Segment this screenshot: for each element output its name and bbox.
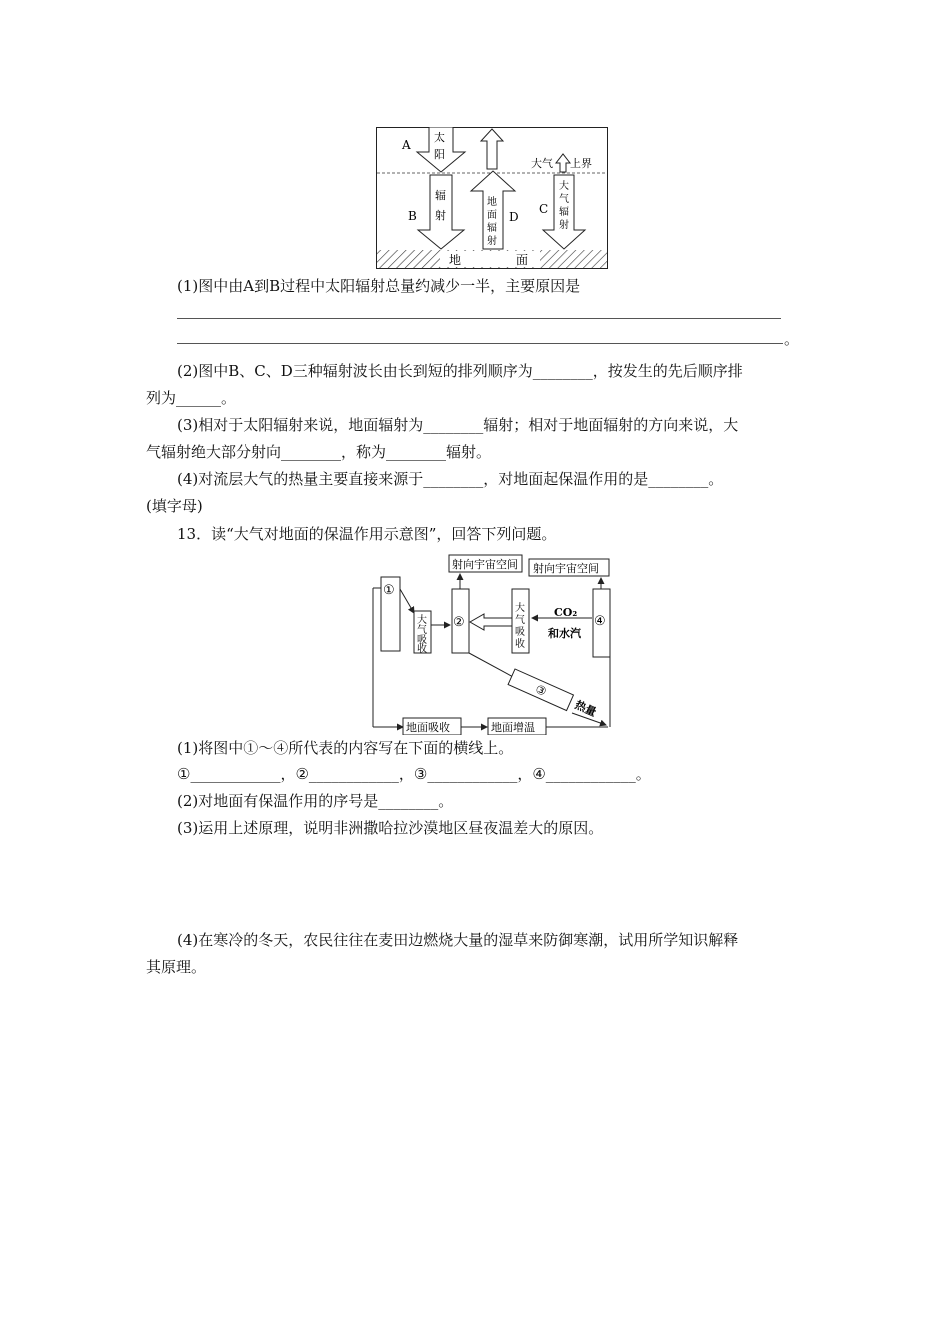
absorb-right-char-4: 收 (515, 639, 525, 650)
to-space-left-label: 射向宇宙空间 (452, 558, 518, 571)
q12-answer-line-1 (177, 318, 781, 319)
ground-label-left: 地 (449, 253, 462, 267)
q13-part1: (1)将图中①～④所代表的内容写在下面的横线上。 (177, 739, 514, 757)
sun-char-1: 太 (434, 131, 445, 144)
atmosphere-up-arrow (556, 154, 570, 172)
absorb-right-char-1: 大 (515, 603, 525, 614)
q12-part3-line2: 气辐射绝大部分射向________，称为________辐射。 (146, 443, 492, 461)
ground-absorb-label: 地面吸收 (406, 721, 450, 734)
escape-radiation-arrow (481, 129, 503, 169)
greenhouse-diagram (370, 553, 616, 735)
num-2: ② (453, 615, 465, 630)
q12-answer-line-2 (177, 343, 783, 344)
num-3: ③ (533, 681, 549, 699)
q12-part1: (1)图中由A到B过程中太阳辐射总量约减少一半，主要原因是 (177, 277, 581, 295)
q12-part3-line1: (3)相对于太阳辐射来说，地面辐射为________辐射；相对于地面辐射的方向来说，大 (177, 416, 739, 434)
num-1: ① (383, 583, 395, 598)
label-a: A (402, 138, 411, 152)
atm-rad-char-3: 辐 (559, 207, 569, 218)
q13-title: 13．读“大气对地面的保温作用示意图”，回答下列问题。 (177, 525, 557, 543)
rad-char-2: 射 (435, 209, 446, 222)
label-c: C (539, 202, 549, 216)
hollow-arrow-to-2 (470, 614, 512, 630)
water-vapor-label: 和水汽 (548, 627, 581, 640)
absorb-left-char-2: 气 (417, 625, 427, 636)
num-4: ④ (594, 614, 606, 629)
q12-part4-line1: (4)对流层大气的热量主要直接来源于________，对地面起保温作用的是________。 (177, 470, 724, 488)
upper-label-left: 大气 (531, 157, 553, 170)
ground-rad-char-2: 面 (487, 210, 497, 221)
sun-char-2: 阳 (434, 148, 445, 161)
q12-part4-line2: (填字母) (146, 497, 203, 515)
atm-rad-char-2: 气 (559, 194, 569, 205)
absorb-left-char-3: 吸 (417, 635, 427, 646)
ground-rad-char-3: 辐 (487, 223, 497, 234)
co2-label: CO₂ (554, 606, 578, 619)
q12-part1-end: 。 (784, 330, 800, 348)
atm-rad-char-1: 大 (559, 181, 569, 192)
q12-part2-line2: 列为______。 (146, 389, 237, 407)
label-d: D (509, 210, 519, 224)
heat-label: 热量 (572, 698, 599, 720)
label-b: B (408, 209, 417, 223)
atm-rad-char-4: 射 (559, 220, 569, 231)
absorb-left-char-4: 收 (417, 644, 427, 655)
absorb-right-char-3: 吸 (515, 627, 525, 638)
q13-part4-line2: 其原理。 (146, 958, 207, 976)
to-space-right-label: 射向宇宙空间 (533, 562, 599, 575)
ground-rad-char-4: 射 (487, 236, 497, 247)
absorb-left-char-1: 大 (417, 615, 427, 626)
q13-part4-line1: (4)在寒冷的冬天，农民往往在麦田边燃烧大量的湿草来防御寒潮，试用所学知识解释 (177, 931, 739, 949)
q13-part1-blanks: ①____________，②____________，③____________，④____________。 (177, 765, 651, 783)
ground-warm-label: 地面增温 (491, 721, 535, 734)
q13-part3: (3)运用上述原理，说明非洲撒哈拉沙漠地区昼夜温差大的原因。 (177, 819, 604, 837)
q13-part2: (2)对地面有保温作用的序号是________。 (177, 792, 454, 810)
q12-part2-line1: (2)图中B、C、D三种辐射波长由长到短的排列顺序为________，按发生的先后顺序排 (177, 362, 743, 380)
rad-char-1: 辐 (435, 189, 446, 202)
absorb-right-char-2: 气 (515, 615, 525, 626)
ground-label-right: 面 (516, 253, 529, 267)
ground-rad-char-1: 地 (487, 197, 497, 208)
upper-label-right: 上界 (570, 157, 592, 170)
radiation-diagram (376, 127, 608, 270)
